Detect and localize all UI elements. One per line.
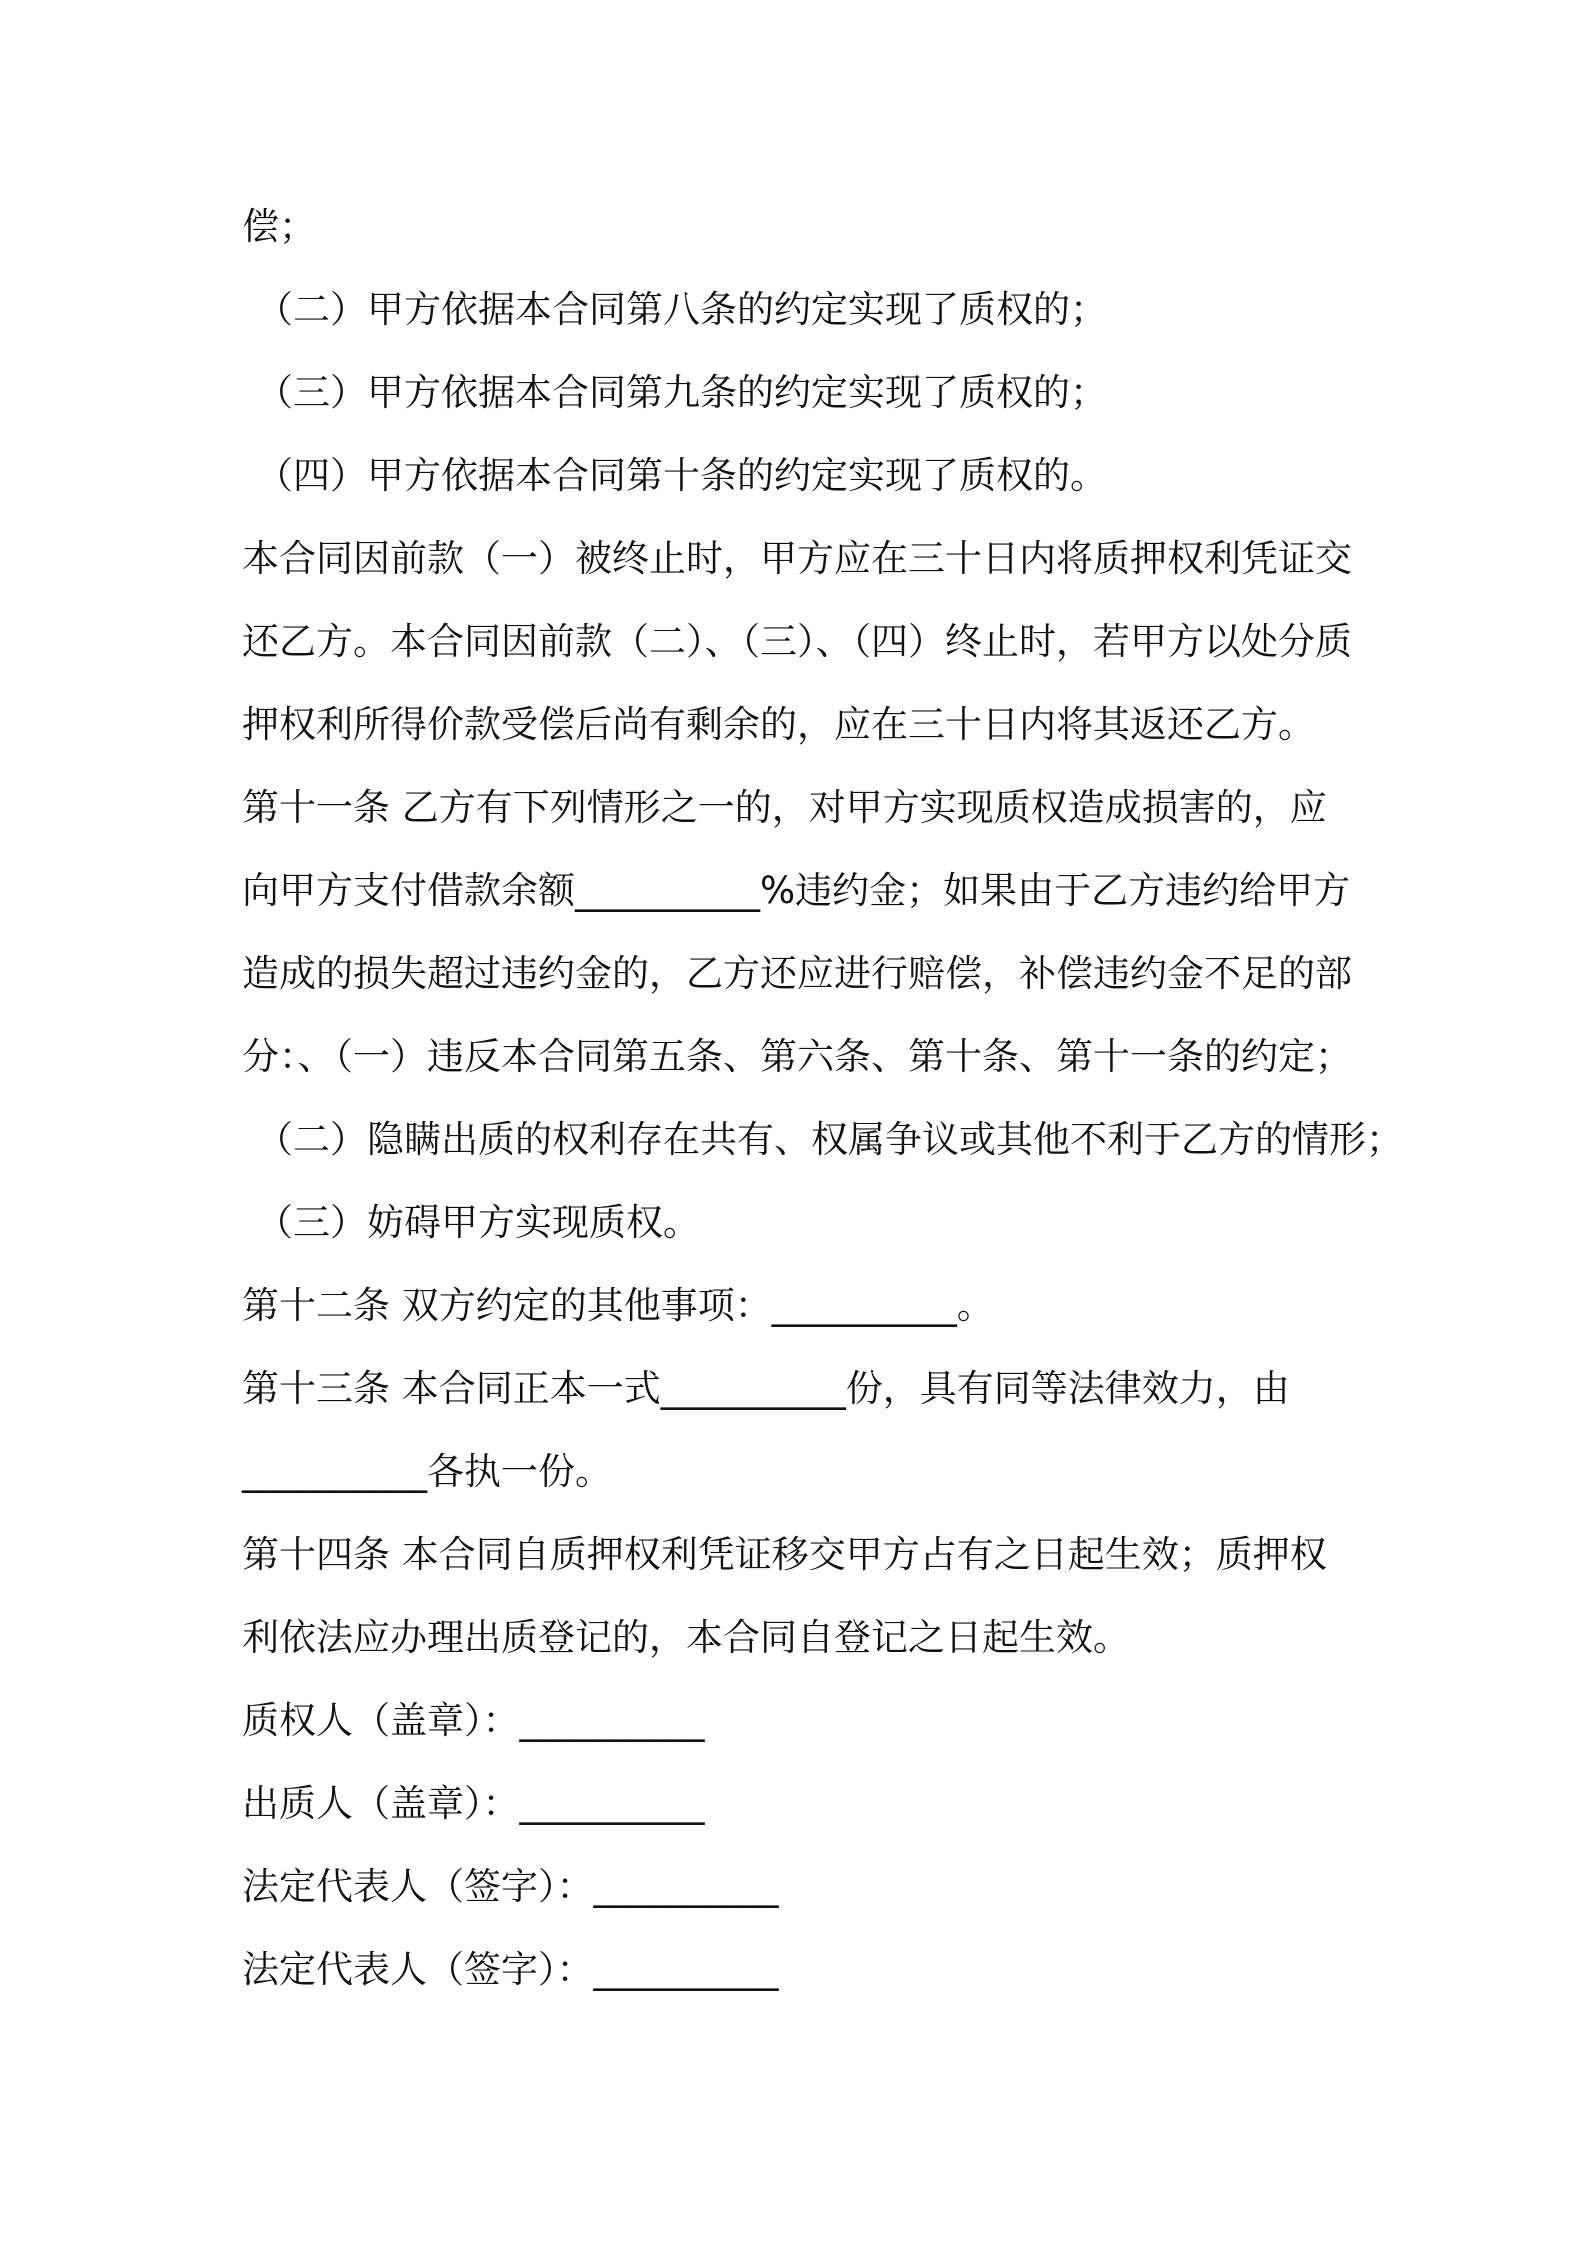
paragraph-line: 本合同因前款（一）被终止时，甲方应在三十日内将质押权利凭证交 — [242, 537, 1352, 580]
legal-representative-signature-line: 法定代表人（签字）：__________ — [242, 1865, 779, 1908]
paragraph-line: 押权利所得价款受偿后尚有剩余的，应在三十日内将其返还乙方。 — [242, 703, 1315, 746]
article-11-item-2: （二）隐瞒出质的权利存在共有、权属争议或其他不利于乙方的情形； — [256, 1118, 1403, 1161]
legal-representative-signature-line: 法定代表人（签字）：__________ — [242, 1948, 779, 1991]
pledgee-signature-line: 质权人（盖章）：__________ — [242, 1699, 705, 1742]
article-13-line: 第十三条 本合同正本一式__________份，具有同等法律效力，由 — [242, 1367, 1290, 1410]
clause-item-3: （三）甲方依据本合同第九条的约定实现了质权的； — [256, 371, 1107, 414]
paragraph-line: 还乙方。本合同因前款（二）、（三）、（四）终止时，若甲方以处分质 — [242, 620, 1352, 663]
article-11-line: 第十一条 乙方有下列情形之一的，对甲方实现质权造成损害的，应 — [242, 786, 1327, 829]
article-13-line: __________各执一份。 — [242, 1450, 612, 1493]
article-11-line: 向甲方支付借款余额__________%违约金；如果由于乙方违约给甲方 — [242, 869, 1351, 912]
text-line-continuation: 偿； — [242, 205, 316, 248]
article-11-line: 造成的损失超过违约金的，乙方还应进行赔偿，补偿违约金不足的部 — [242, 952, 1352, 995]
article-11-item-3: （三）妨碍甲方实现质权。 — [256, 1201, 700, 1244]
article-14-line: 第十四条 本合同自质押权利凭证移交甲方占有之日起生效；质押权 — [242, 1533, 1327, 1576]
article-11-line: 分：、（一）违反本合同第五条、第六条、第十条、第十一条的约定； — [242, 1035, 1352, 1078]
article-14-line: 利依法应办理出质登记的，本合同自登记之日起生效。 — [242, 1616, 1130, 1659]
pledgor-signature-line: 出质人（盖章）：__________ — [242, 1782, 705, 1825]
article-12: 第十二条 双方约定的其他事项：__________。 — [242, 1284, 994, 1327]
clause-item-2: （二）甲方依据本合同第八条的约定实现了质权的； — [256, 288, 1107, 331]
clause-item-4: （四）甲方依据本合同第十条的约定实现了质权的。 — [256, 454, 1107, 497]
